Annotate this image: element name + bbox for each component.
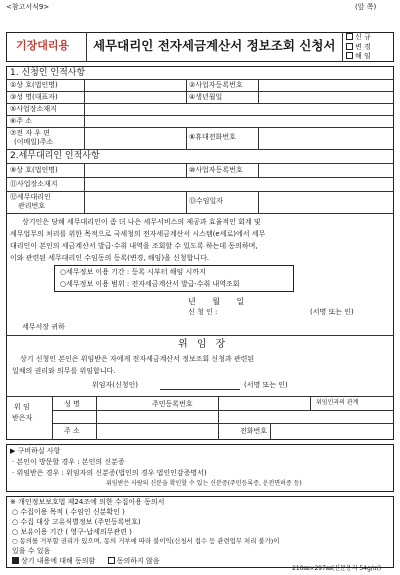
required-docs-item-1: · 본인이 방문할 경우 : 본인의 신분증 — [12, 458, 125, 466]
label-agent-biz-number: ⑩사업자등록번호 — [189, 166, 243, 174]
col-line — [186, 191, 187, 213]
col-line — [52, 396, 53, 440]
form-title: 세무대리인 전자세금계산서 정보조회 신청서 — [93, 38, 336, 53]
col-line — [258, 79, 259, 103]
col-line — [186, 163, 187, 177]
disagree-label: 동의하지 않음 — [116, 557, 160, 565]
row-line — [6, 163, 394, 164]
disagree-checkbox[interactable] — [108, 557, 115, 564]
request-type-options — [346, 33, 392, 62]
delegate-resident-no-label: 주민등록번호 — [152, 400, 193, 408]
delegation-text-2: 일체의 권리와 의무를 위임합니다. — [12, 367, 116, 375]
col-line — [84, 163, 85, 213]
delegator-label: 위임자(신청인) — [92, 381, 139, 389]
usage-period: ○세무정보 이용 기간 : 등록 시부터 해임 시까지 — [60, 268, 206, 276]
delegator-signature: (서명 또는 인) — [244, 381, 288, 389]
row-line — [52, 410, 394, 411]
row-line — [52, 423, 394, 424]
row-line — [6, 91, 394, 92]
delegate-address-label: 주 소 — [64, 427, 80, 435]
option-change[interactable]: 변 경 — [346, 43, 392, 53]
usage-scope: ○세무정보 이용 범위 : 전자세금계산서 발급·수취 내역조회 — [60, 280, 240, 288]
label-email-sub: (이메일)주소 — [14, 138, 54, 146]
page-side-label: (앞 쪽) — [355, 3, 377, 11]
option-new[interactable]: 신 규 — [346, 33, 392, 43]
delegate-relation-label: 위임인과의 관계 — [316, 399, 359, 406]
label-agent-company: ⑨상 호(법인명) — [10, 166, 58, 174]
label-birth-date: ④생년월일 — [189, 93, 223, 101]
label-address: ⑥주 소 — [10, 117, 33, 125]
consent-statement: 상기인은 당해 세무대리인이 좀 더 나은 세무서비스의 제공과 효율적인 회계 및 세무업무의 처리를 위한 목적으로 국세청의 전자세금계산서 시스템(e세로)에서 세무 대리인이 본인의 세금계산서 발급·수취 내역을 조회할 수 있도록 하는데 동의하며, 이와 관련된 세무대리인 수임동의 등록(변경, 해임)을 신청합니다. — [10, 218, 266, 262]
col-line — [258, 127, 259, 149]
table-top — [6, 396, 394, 397]
privacy-item-1: ○ 수집이용 목적 ( 수임인 신분확인 ) — [12, 508, 125, 516]
privacy-item-2: ○ 수집 대상 고유식별정보 (주민등록번호) — [12, 518, 141, 526]
privacy-item-4: ○ 동의를 거부할 권리가 있으며, 동의 거부에 따라 불이익(신청서 접수 등 관련업무 처리 불가)이 — [12, 537, 280, 545]
col-line — [84, 79, 85, 149]
col-line — [258, 163, 259, 177]
row-line — [6, 115, 394, 116]
col-line — [186, 127, 187, 149]
office-addressee: 세무서장 귀하 — [22, 323, 65, 331]
label-biz-address: ⑤사업장소재지 — [10, 105, 57, 113]
new-checkbox[interactable] — [346, 33, 353, 40]
section1-heading: 1. 신청인 인적사항 — [10, 68, 86, 78]
change-checkbox[interactable] — [346, 43, 353, 50]
label-agent-number: ⑫세무대리인 — [10, 193, 51, 201]
title-divider-left — [86, 32, 87, 62]
label-company-name: ①상 호(법인명) — [10, 81, 58, 89]
delegator-signature-line — [160, 389, 240, 390]
delegation-title: 위 임 장 — [178, 339, 226, 350]
label-agent-number-sub: 관리번호 — [18, 202, 46, 210]
terminate-checkbox[interactable] — [346, 52, 353, 59]
row-line — [6, 191, 394, 192]
row-line — [6, 127, 394, 128]
form-number: <참고서식9> — [6, 3, 50, 11]
applicant-signature: (서명 또는 인) — [310, 308, 354, 316]
col-line — [96, 396, 97, 440]
privacy-item-3: ○ 보유이용 기간 ( 영구-납세의무관련 ) — [12, 528, 132, 536]
row-line — [6, 177, 394, 178]
section1-line — [6, 79, 394, 80]
section-line — [6, 335, 394, 336]
agree-label: 상기 내용에 대해 동의함 — [21, 557, 96, 565]
col-line — [258, 191, 259, 213]
delegate-name-label: 성 명 — [64, 400, 80, 408]
privacy-consent-choice — [12, 557, 160, 565]
label-representative: ③성 명(대표자) — [10, 93, 58, 101]
date-line: 년 월 일 — [188, 297, 245, 306]
delegate-side-1: 위 임 — [14, 403, 30, 411]
label-biz-number: ②사업자등록번호 — [189, 81, 243, 89]
col-line — [186, 79, 187, 103]
required-docs-heading: ▶ 구비하실 사항 — [10, 447, 61, 455]
label-accept-date: ⑬수임일자 — [189, 197, 224, 205]
section-line — [6, 213, 394, 214]
privacy-heading: ※ 개인정보보호법 제24조에 의한 수집이용 동의서 — [10, 498, 165, 506]
title-divider-right — [342, 32, 343, 62]
row-line — [6, 103, 394, 104]
required-docs-item-2: · 위임받은 경우 : 위임자의 신분증(법인의 경우 법인인감증명서) — [12, 469, 207, 477]
label-agent-address: ⑪사업장소재지 — [10, 180, 58, 188]
delegation-text-1: 상기 신청인 본인은 위임받은 자에게 전자세금계산서 정보조회 신청과 관련된 — [20, 355, 255, 363]
delegate-side-2: 받은자 — [12, 414, 33, 422]
section-line — [6, 149, 394, 150]
agree-checkbox[interactable] — [12, 557, 19, 564]
col-line — [270, 423, 271, 440]
privacy-item-5: 있을 수 있음 — [12, 547, 51, 555]
form-tag-label: 기장대리용 — [16, 39, 70, 52]
label-mobile: ⑧휴대전화번호 — [189, 133, 236, 141]
section2-heading: 2.세무대리인 인적사항 — [10, 151, 100, 161]
applicant-label: 신 청 인 : — [188, 308, 218, 316]
delegate-phone-label: 전화번호 — [240, 427, 268, 435]
option-terminate[interactable]: 해 임 — [346, 52, 392, 62]
col-line — [310, 396, 311, 410]
paper-spec-footer: 210㎜×297㎜(신문용지 54g/㎡) — [292, 565, 382, 572]
required-docs-item-3: 위임받은 사람의 신분을 확인할 수 있는 신분증(주민등록증, 운전면허증 등) — [106, 480, 302, 487]
label-email: ⑦전 자 우 편 — [10, 129, 50, 137]
col-line — [218, 396, 219, 440]
